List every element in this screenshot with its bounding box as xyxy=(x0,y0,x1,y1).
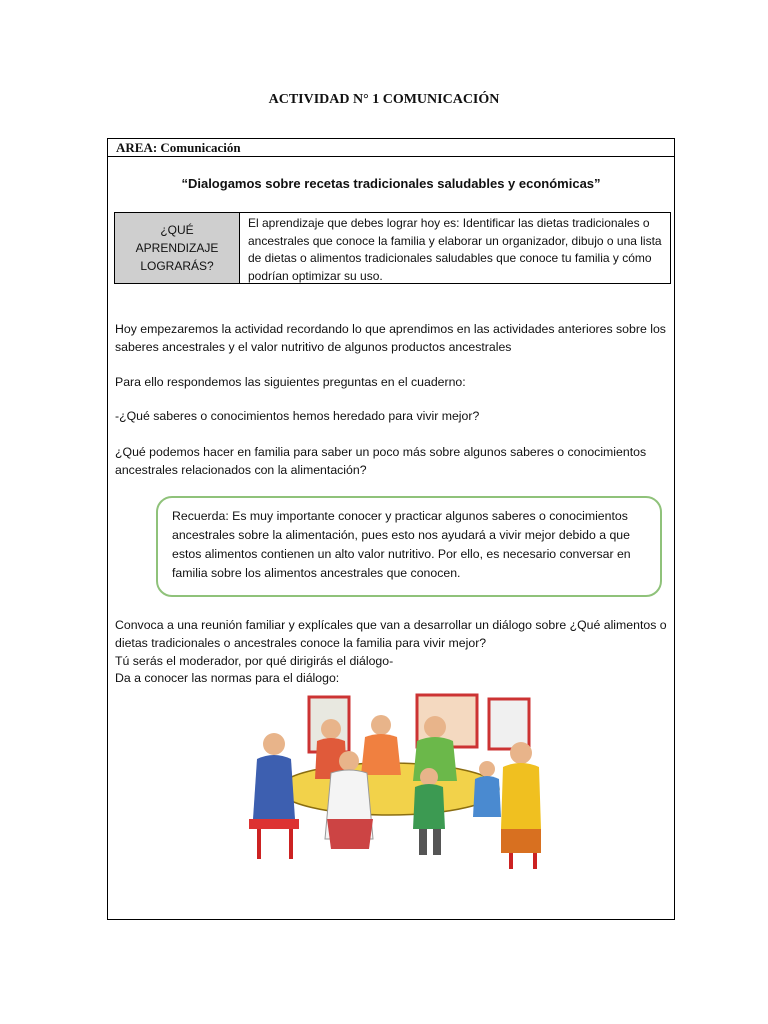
area-row xyxy=(108,139,674,157)
para-ello-paragraph: Para ello respondemos las siguientes preguntas en el cuaderno: xyxy=(115,375,466,389)
intro-paragraph: Hoy empezaremos la actividad recordando lo que aprendimos en las actividades anteriores sobre los saberes ancestrales y el valor nutritivo de algunos productos ancestrales xyxy=(115,322,666,354)
convoca-paragraph: Convoca a una reunión familiar y explícales que van a desarrollar un diálogo sobre ¿Qué alimentos o dietas tradicionales o ancestrales conoce la familia para vivir mejor? xyxy=(115,618,667,650)
activity-frame xyxy=(107,138,675,920)
document-title: ACTIVIDAD N° 1 COMUNICACIÓN xyxy=(268,92,500,107)
learning-label-line-3: LOGRARÁS? xyxy=(140,259,214,273)
learning-goal-box xyxy=(114,212,671,284)
activity-heading: “Dialogamos sobre recetas tradicionales saludables y económicas” xyxy=(181,176,601,191)
learning-label-line-2: APRENDIZAJE xyxy=(135,241,219,255)
norms-paragraph: Da a conocer las normas para el diálogo: xyxy=(115,671,340,685)
area-label: AREA: Comunicación xyxy=(116,140,241,155)
recuerda-callout: Recuerda: Es muy importante conocer y practicar algunos saberes o conocimientos ancestrales sobre la alimentación, pues esto nos ayudará a vivir mejor debido a que estos alimentos contienen un alto valor nutritivo. Por ello, es necesario conversar en familia sobre los alimentos ancestrales que conocen. xyxy=(156,496,662,597)
learning-goal-label xyxy=(115,213,240,283)
question-2: ¿Qué podemos hacer en familia para saber un poco más sobre algunos saberes o conocimientos ancestrales relacionados con la alimentación? xyxy=(115,445,647,477)
family-meeting-illustration xyxy=(239,689,545,871)
question-1: -¿Qué saberes o conocimientos hemos heredado para vivir mejor? xyxy=(115,409,480,423)
learning-goal-text: El aprendizaje que debes lograr hoy es: Identificar las dietas tradicionales o ancestrales que conoce la familia y elaborar un organizador, dibujo o una lista de dietas o alimentos tradicionales saludables que conoce tu familia y cómo podrían optimizar su uso. xyxy=(248,216,662,283)
learning-label-line-1: ¿QUÉ xyxy=(160,223,194,237)
moderator-paragraph: Tú serás el moderador, por qué dirigirás el diálogo- xyxy=(115,654,394,668)
